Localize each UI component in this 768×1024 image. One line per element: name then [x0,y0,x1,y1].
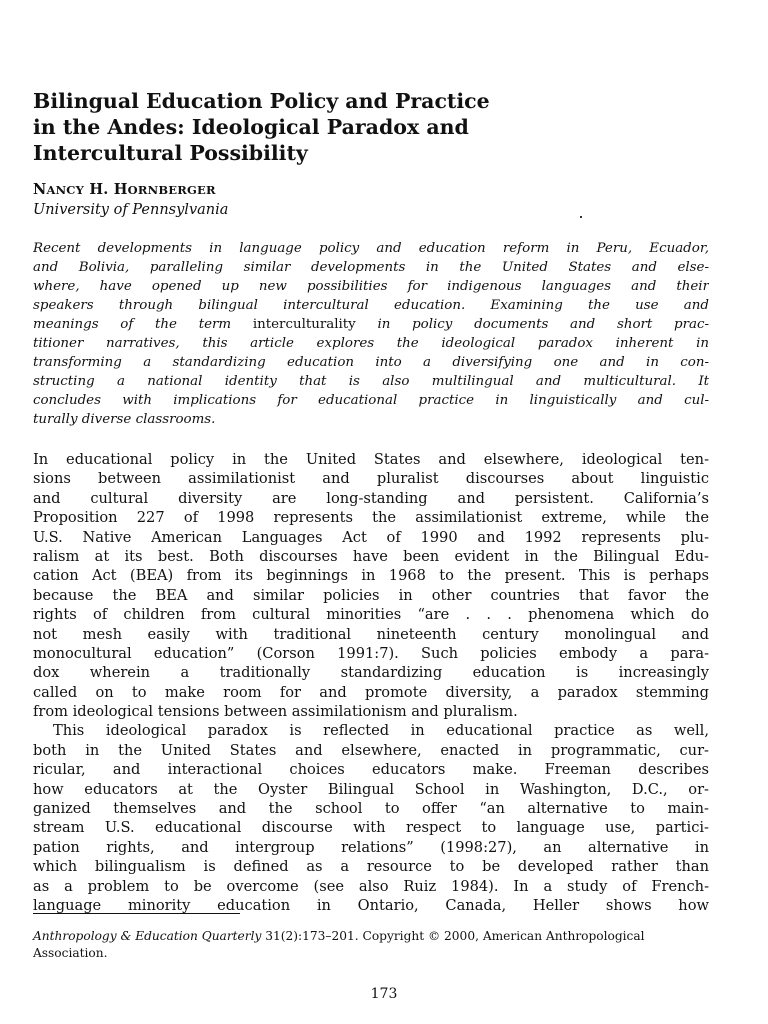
abstract-line: structing a national identity that is also multilingual and multicultural. It [33,374,709,389]
body-line: as a problem to be overcome (see also Ruiz 1984). In a study of French- [33,877,709,895]
body-line: In educational policy in the United States and elsewhere, ideological ten- [33,451,709,468]
author-middle: H. [84,181,114,198]
abstract-line: Recent developments in language policy and education reform in Peru, Ecuador, [33,241,709,256]
abstract-line: titioner narratives, this article explores the ideological paradox inherent in [33,336,709,351]
body-line: Proposition 227 of 1998 represents the assimilationist extreme, while the [33,509,709,527]
body-line: ricular, and interactional choices educators make. Freeman describes [33,761,709,779]
body-line: how educators at the Oyster Bilingual School in Washington, D.C., or- [33,780,709,798]
body-line: monocultural education” (Corson 1991:7). Such policies embody a para- [33,644,709,662]
body-line: sions between assimilationist and pluralist discourses about linguistic [33,470,709,488]
abstract-line: turally diverse classrooms. [33,412,216,427]
body-line: and cultural diversity are long-standing and persistent. California’s [33,489,709,507]
journal-name: Anthropology & Education Quarterly [33,929,262,943]
body-line: pation rights, and intergroup relations” (1998:27), an alternative in [33,838,709,856]
body-line: because the BEA and similar policies in other countries that favor the [33,586,709,604]
scan-speck [580,216,582,218]
author-first-initial: N [33,181,47,198]
author-name [33,180,216,200]
abstract [33,240,709,430]
abstract-line: and Bolivia, paralleling similar developments in the United States and else- [33,260,709,275]
title-line: in the Andes: Ideological Paradox and [33,115,469,139]
author-last-initial: H [113,181,128,198]
title-line: Intercultural Possibility [33,141,308,165]
body-line: language minority education in Ontario, Canada, Heller shows how [33,897,709,914]
author-last-rest: ORNBERGER [127,183,216,197]
abstract-text: in policy documents and short prac- [355,317,709,332]
page-number: 173 [370,986,398,1002]
body-line: dox wherein a traditionally standardizing education is increasingly [33,664,709,682]
body-line: cation Act (BEA) from its beginnings in 1968 to the present. This is perhaps [33,567,709,585]
body-line: from ideological tensions between assimilationism and pluralism. [33,703,518,721]
author-affiliation: University of Pennsylvania [33,202,229,218]
abstract-line: transforming a standardizing education into a diversifying one and in con- [33,355,709,370]
abstract-line-mixed [33,316,709,335]
abstract-line: where, have opened up new possibilities for indigenous languages and their [33,279,709,294]
body-line: which bilingualism is defined as a resource to be developed rather than [33,858,709,876]
author-first-rest: ANCY [46,183,85,197]
body-line: ganized themselves and the school to offer “an alternative to main- [33,800,709,818]
body-line: rights of children from cultural minorities “are . . . phenomena which do [33,606,709,624]
title-line: Bilingual Education Policy and Practice [33,89,490,113]
body-line: This ideological paradox is reflected in educational practice as well, [53,722,709,740]
abstract-text: meanings of the term [33,317,253,332]
body-line: U.S. Native American Languages Act of 1990 and 1992 represents plu- [33,528,709,546]
footnote [33,928,709,962]
footnote-rule [33,913,240,914]
body-line: both in the United States and elsewhere, enacted in programmatic, cur- [33,741,709,759]
abstract-line: concludes with implications for educational practice in linguistically and cul- [33,393,709,408]
body-line: stream U.S. educational discourse with respect to language use, partici- [33,819,709,837]
abstract-line: speakers through bilingual intercultural education. Examining the use and [33,298,709,313]
body-line: called on to make room for and promote diversity, a paradox stemming [33,683,709,701]
citation-text: 31(2):173–201. Copyright © 2000, American Anthropological [261,929,645,943]
article-title [33,88,713,166]
body-line: ralism at its best. Both discourses have been evident in the Bilingual Edu- [33,547,709,565]
body-line: not mesh easily with traditional nineteenth century monolingual and [33,625,709,643]
citation-text-cont: Association. [33,946,108,960]
body-text [33,450,709,915]
abstract-term: interculturality [252,317,356,332]
